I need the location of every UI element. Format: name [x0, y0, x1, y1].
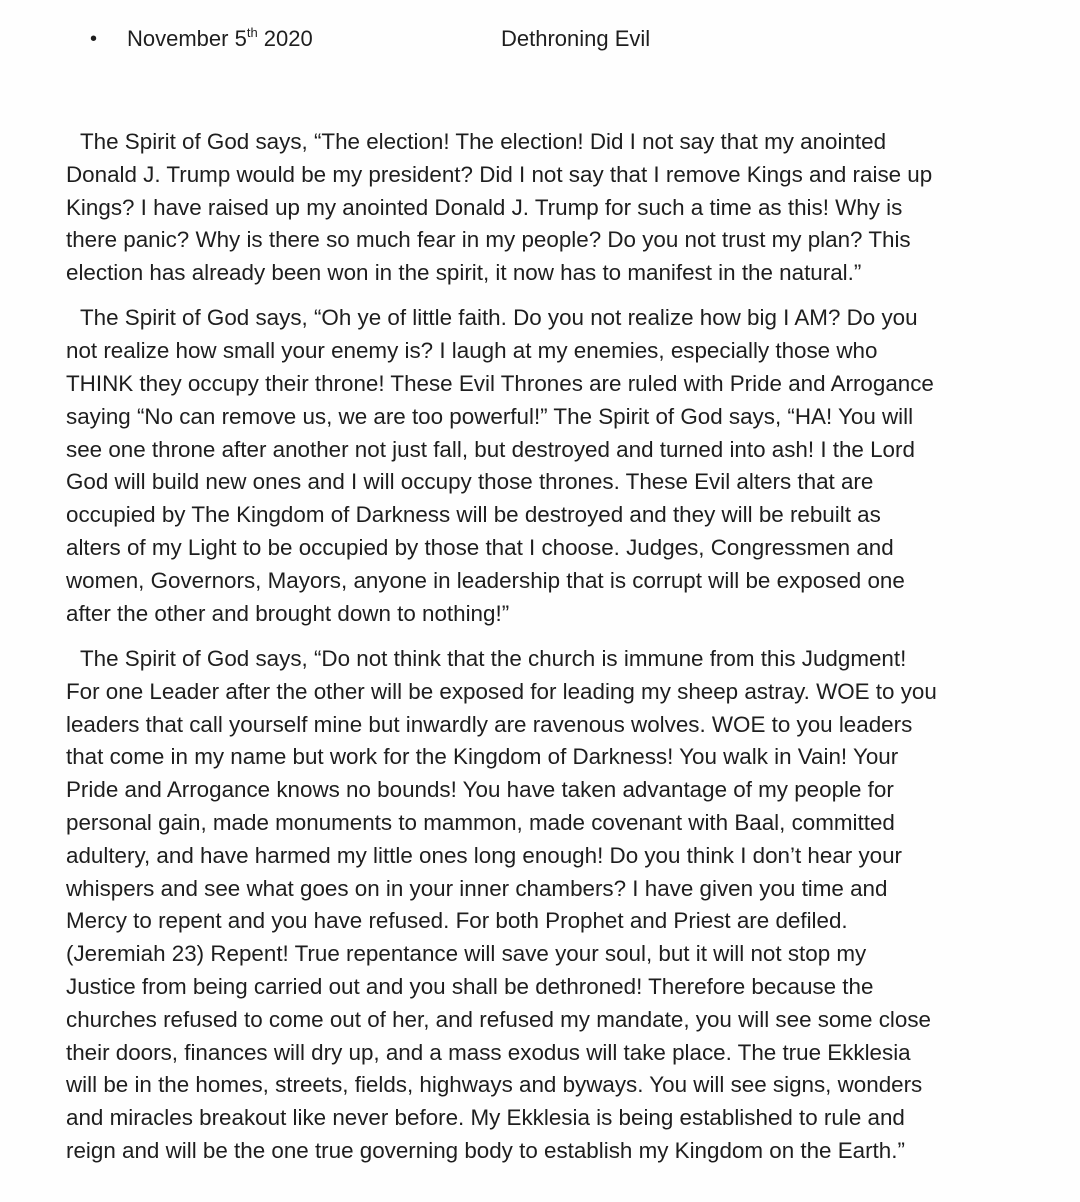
paragraph-3 — [53, 643, 1028, 1168]
document-header — [90, 22, 790, 56]
text-line: THINK they occupy their throne! These Evil Thrones are ruled with Pride and Arrogance — [66, 371, 934, 397]
text-line: Pride and Arrogance knows no bounds! You have taken advantage of my people for — [66, 777, 894, 803]
text-line: will be in the homes, streets, fields, highways and byways. You will see signs, wonders — [66, 1072, 923, 1098]
text-line: The Spirit of God says, “Do not think that the church is immune from this Judgment! — [80, 645, 907, 671]
date-main: November 5 — [127, 26, 247, 51]
paragraph-2 — [53, 302, 1028, 630]
text-line: personal gain, made monuments to mammon, made covenant with Baal, committed — [66, 809, 895, 835]
document-title: Dethroning Evil — [501, 26, 651, 51]
text-line: not realize how small your enemy is? I laugh at my enemies, especially those who — [66, 338, 878, 364]
text-line: occupied by The Kingdom of Darkness will be destroyed and they will be rebuilt as — [66, 502, 881, 528]
text-line: Donald J. Trump would be my president? Did I not say that I remove Kings and raise up — [66, 161, 933, 187]
text-line: adultery, and have harmed my little ones long enough! Do you think I don’t hear your — [66, 842, 903, 868]
text-line: alters of my Light to be occupied by those that I choose. Judges, Congressmen and — [66, 535, 894, 561]
text-line: leaders that call yourself mine but inwardly are ravenous wolves. WOE to you leaders — [66, 711, 913, 737]
text-line: Mercy to repent and you have refused. For both Prophet and Priest are defiled. — [66, 908, 848, 934]
text-line: see one throne after another not just fall, but destroyed and turned into ash! I the Lord — [66, 436, 915, 462]
paragraph-1 — [53, 126, 1028, 290]
text-line: God will build new ones and I will occupy those thrones. These Evil alters that are — [66, 469, 874, 495]
text-line: and miracles breakout like never before. My Ekklesia is being established to rule and — [66, 1105, 905, 1131]
text-line: their doors, finances will dry up, and a mass exodus will take place. The true Ekklesia — [66, 1039, 911, 1065]
text-line: The Spirit of God says, “The election! The election! Did I not say that my anointed — [80, 129, 887, 154]
text-line: whispers and see what goes on in your inner chambers? I have given you time and — [66, 875, 888, 901]
text-line: (Jeremiah 23) Repent! True repentance will save your soul, but it will not stop my — [66, 941, 867, 967]
text-line: Kings? I have raised up my anointed Donald J. Trump for such a time as this! Why is — [66, 194, 903, 220]
date-label — [127, 22, 313, 56]
text-line: there panic? Why is there so much fear in my people? Do you not trust my plan? This — [66, 227, 911, 253]
text-line: that come in my name but work for the Kingdom of Darkness! You walk in Vain! Your — [66, 744, 899, 770]
text-line: election has already been won in the spirit, it now has to manifest in the natural.” — [66, 260, 862, 286]
date-year: 2020 — [257, 26, 313, 51]
text-line: For one Leader after the other will be exposed for leading my sheep astray. WOE to you — [66, 678, 937, 704]
text-line: The Spirit of God says, “Oh ye of little faith. Do you not realize how big I AM? Do you — [80, 305, 918, 331]
document-body — [53, 126, 1028, 1180]
text-line: saying “No can remove us, we are too powerful!” The Spirit of God says, “HA! You will — [66, 403, 914, 429]
text-line: after the other and brought down to nothing!” — [66, 600, 510, 626]
text-line: reign and will be the one true governing body to establish my Kingdom on the Earth.” — [66, 1137, 905, 1163]
date-ordinal-suffix: th — [246, 25, 258, 40]
text-line: Justice from being carried out and you shall be dethroned! Therefore because the — [66, 973, 874, 999]
text-line: churches refused to come out of her, and refused my mandate, you will see some close — [66, 1006, 931, 1032]
bullet-icon: • — [90, 28, 98, 50]
text-line: women, Governors, Mayors, anyone in leadership that is corrupt will be exposed one — [66, 567, 905, 593]
